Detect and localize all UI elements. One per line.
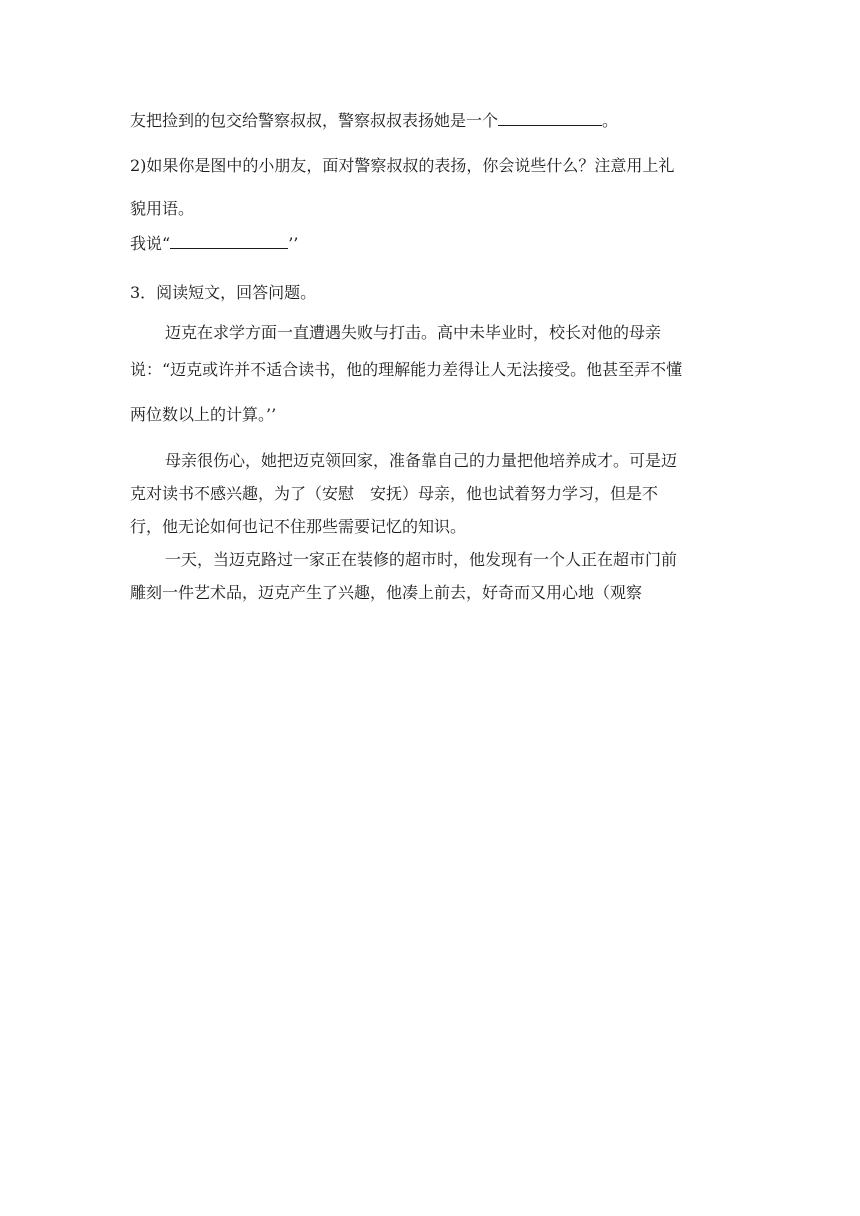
question-1-end: 。 bbox=[602, 111, 619, 130]
paragraph-3-line-1: 一天，当迈克路过一家正在装修的超市时，他发现有一个人正在超市门前 bbox=[165, 550, 678, 569]
paragraph-1-line-2: 说：“迈克或许并不适合读书，他的理解能力差得让人无法接受。他甚至弄不懂 bbox=[130, 360, 683, 379]
paragraph-3-line-2: 雕刻一件艺术品，迈克产生了兴趣，他凑上前去，好奇而又用心地（观察 bbox=[130, 583, 643, 602]
paragraph-1-line-1: 迈克在求学方面一直遭遇失败与打击。高中未毕业时，校长对他的母亲 bbox=[165, 323, 662, 342]
answer-prefix: 我说“ bbox=[130, 234, 171, 253]
question-1-text: 友把捡到的包交给警察叔叔，警察叔叔表扬她是一个 bbox=[130, 111, 499, 130]
paragraph-2-line-3: 行，他无论如何也记不住那些需要记忆的知识。 bbox=[130, 517, 467, 536]
question-1-tail bbox=[130, 110, 618, 132]
question-3-heading: 3．阅读短文，回答问题。 bbox=[130, 283, 317, 302]
question-2-line-1: 2)如果你是图中的小朋友，面对警察叔叔的表扬，你会说些什么？注意用上礼 bbox=[130, 156, 675, 175]
paragraph-2-line-2: 克对读书不感兴趣，为了（安慰 安抚）母亲，他也试着努力学习，但是不 bbox=[130, 484, 659, 503]
paragraph-2-line-1: 母亲很伤心，她把迈克领回家，准备靠自己的力量把他培养成才。可是迈 bbox=[165, 451, 678, 470]
answer-blank[interactable] bbox=[498, 110, 602, 126]
answer-suffix: ’’ bbox=[288, 234, 299, 253]
answer-blank[interactable] bbox=[170, 233, 288, 249]
paragraph-1-line-3: 两位数以上的计算。’’ bbox=[130, 405, 277, 424]
question-2-answer bbox=[130, 233, 298, 255]
question-2-line-2: 貌用语。 bbox=[130, 199, 195, 218]
